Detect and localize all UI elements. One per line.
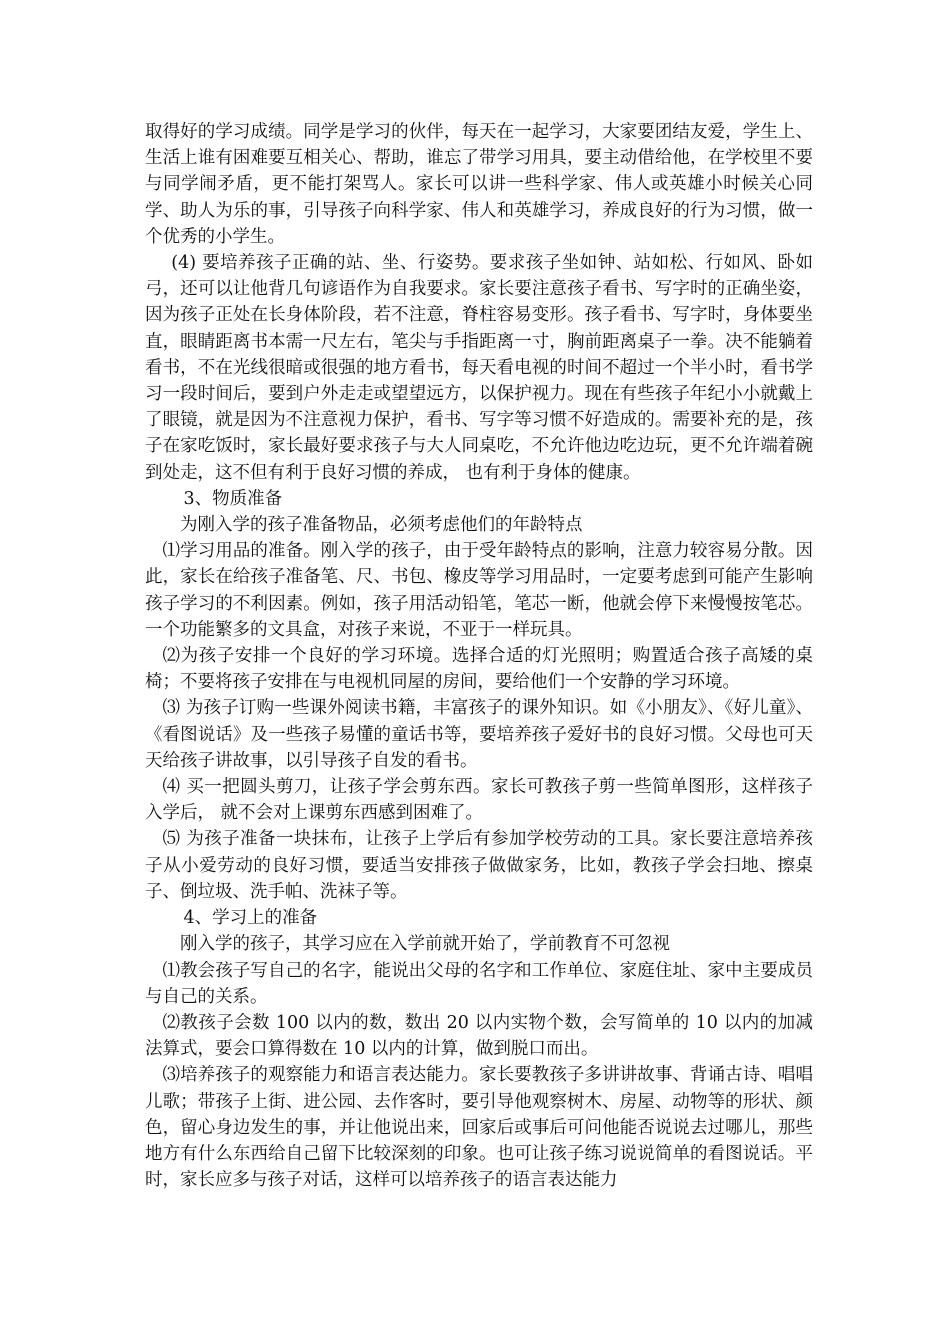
paragraph-books: ⑶ 为孩子订购一些课外阅读书籍，丰富孩子的课外知识。如《小朋友》、《好儿童》、《看图说话》及一些孩子易懂的童话书等，要培养孩子爱好书的良好习惯。父母也可天天给孩子讲故事，以引导孩子自发的看书。 bbox=[145, 698, 813, 771]
paragraph-intro-continuation: 取得好的学习成绩。同学是学习的伙伴，每天在一起学习，大家要团结友爱，学生上、生活上谁有困难要互相关心、帮助，谁忘了带学习用具，要主动借给他，在学校里不要与同学闹矛盾，更不能打架骂人。家长可以讲一些科学家、伟人或英雄小时候关心同学、助人为乐的事，引导孩子向科学家、伟人和英雄学习，养成良好的行为习惯，做一个优秀的小学生。 bbox=[145, 122, 813, 247]
section-heading-study-prep: 4、学习上的准备 bbox=[183, 908, 318, 929]
paragraph-scissors: ⑷ 买一把圆头剪刀，让孩子学会剪东西。家长可教孩子剪一些简单图形，这样孩子入学后， 就不会对上课剪东西感到困难了。 bbox=[145, 777, 813, 824]
paragraph-supplies: ⑴学习用品的准备。刚入学的孩子，由于受年龄特点的影响，注意力较容易分散。因此，家长在给孩子准备笔、尺、书包、橡皮等学习用品时，一定要考虑到可能产生影响孩子学习的不利因素。例如，孩子用活动铅笔，笔芯一断，他就会停下来慢慢按笔芯。一个功能繁多的文具盒，对孩子来说，不亚于一样玩具。 bbox=[145, 541, 813, 640]
paragraph-material-intro: 为刚入学的孩子准备物品，必须考虑他们的年龄特点 bbox=[180, 515, 583, 536]
paragraph-counting: ⑵教孩子会数 100 以内的数，数出 20 以内实物个数，会写简单的 10 以内的加减法算式，要会口算得数在 10 以内的计算，做到脱口而出。 bbox=[145, 1012, 813, 1060]
paragraph-observation: ⑶培养孩子的观察能力和语言表达能力。家长要教孩子多讲讲故事、背诵古诗、唱唱儿歌；带孩子上街、进公园、去作客时，要引导他观察树木、房屋、动物等的形状、颜色，留心身边发生的事，并让他说出来，回家后或事后可问他能否说说去过哪儿，那些地方有什么东西给自己留下比较深刻的印象。也可让孩子练习说说简单的看图说话。平时，家长应多与孩子对话，这样可以培养孩子的语言表达能力 bbox=[145, 1065, 813, 1191]
section-heading-material-prep: 3、物质准备 bbox=[183, 488, 283, 509]
document-page bbox=[145, 119, 813, 1193]
paragraph-posture: (4) 要培养孩子正确的站、坐、行姿势。要求孩子坐如钟、站如松、行如风、卧如弓，还可以让他背几句谚语作为自我要求。家长要注意孩子看书、写字时的正确坐姿，因为孩子正处在长身体阶段，若不注意，脊柱容易变形。孩子看书、写字时，身体要坐直，眼睛距离书本需一尺左右，笔尖与手指距离一寸，胸前距离桌子一拳。决不能躺着看书，不在光线很暗或很强的地方看书，每天看电视的时间不超过一个半小时，看书学习一段时间后，要到户外走走或望望远方，以保护视力。现在有些孩子年纪小小就戴上了眼镜，就是因为不注意视力保护，看书、写字等习惯不好造成的。需要补充的是，孩子在家吃饭时，家长最好要求孩子与大人同桌吃，不允许他边吃边玩，更不允许端着碗到处走，这不但有利于良好习惯的养成， 也有利于身体的健康。 bbox=[145, 253, 813, 483]
paragraph-cloth: ⑸ 为孩子准备一块抹布，让孩子上学后有参加学校劳动的工具。家长要注意培养孩子从小爱劳动的良好习惯，要适当安排孩子做做家务，比如，教孩子学会扫地、擦桌子、倒垃圾、洗手帕、洗袜子等。 bbox=[145, 829, 813, 902]
paragraph-study-intro: 刚入学的孩子，其学习应在入学前就开始了，学前教育不可忽视 bbox=[180, 934, 670, 955]
paragraph-environment: ⑵为孩子安排一个良好的学习环境。选择合适的灯光照明；购置适合孩子高矮的桌椅；不要将孩子安排在与电视机同屋的房间，要给他们一个安静的学习环境。 bbox=[145, 646, 813, 693]
paragraph-name: ⑴教会孩子写自己的名字，能说出父母的名字和工作单位、家庭住址、家中主要成员与自己的关系。 bbox=[145, 960, 813, 1007]
